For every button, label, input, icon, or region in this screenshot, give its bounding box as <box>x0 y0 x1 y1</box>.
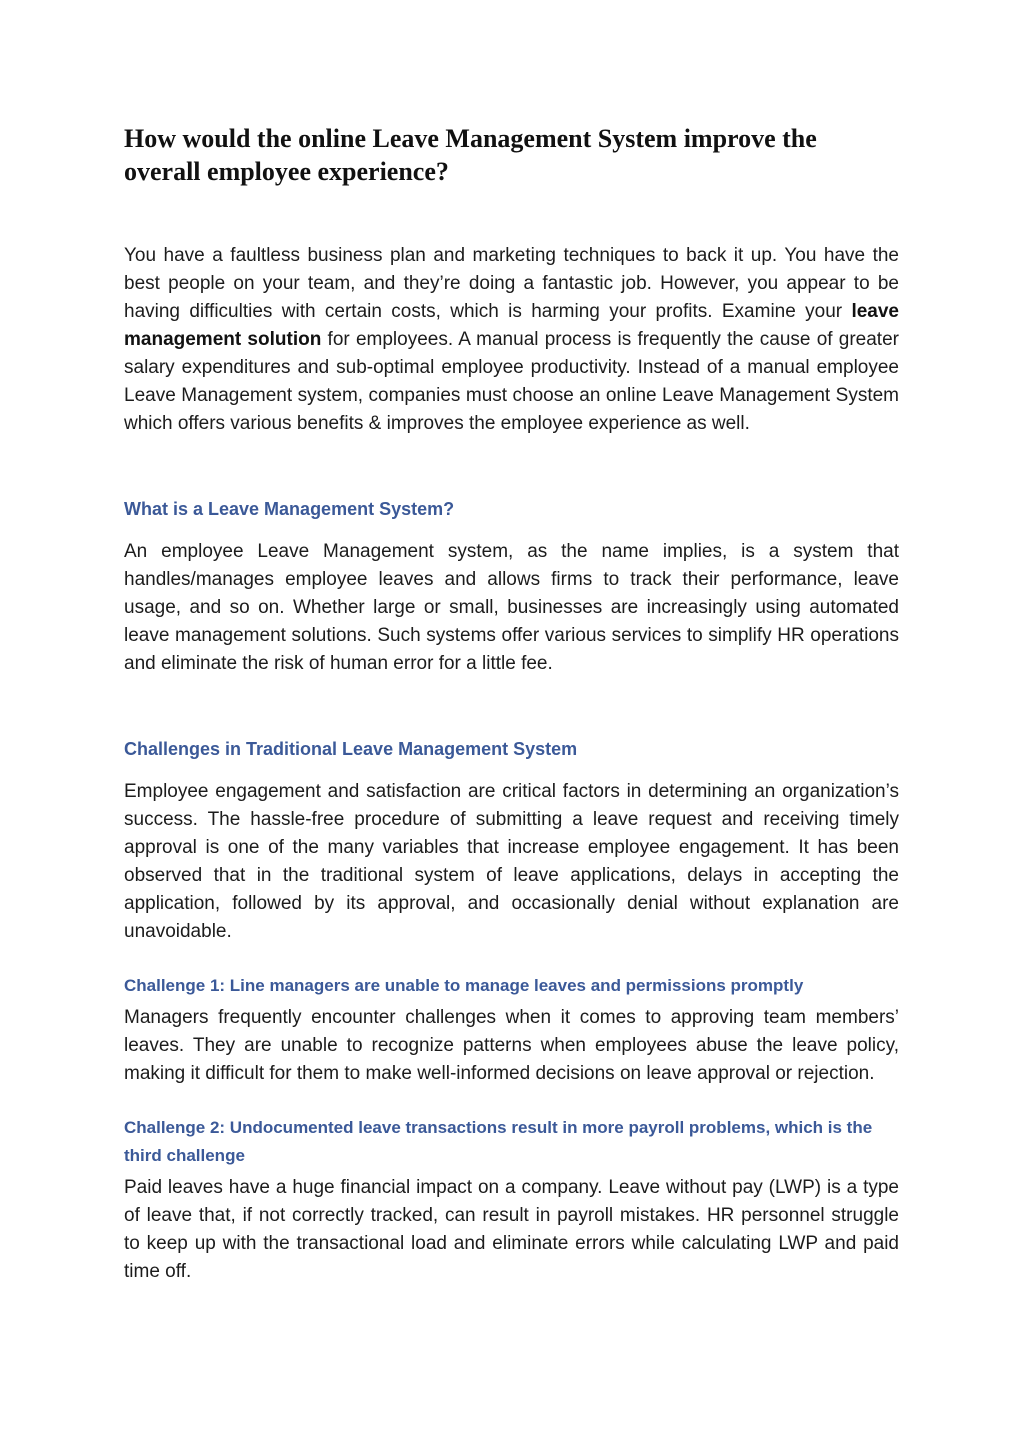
document-page <box>124 122 899 1286</box>
intro-text-start: You have a faultless business plan and marketing techniques to back it up. You have the best people on your team, and they’re doing a fantastic job. However, you appear to be having difficulties with certain costs, which is harming your profits. Examine your <box>124 245 899 322</box>
intro-text-end: for employees. A manual process is frequently the cause of greater salary expenditures and sub-optimal employee productivity. Instead of a manual employee Leave Management system, companies must choose an online Leave Management System which offers various benefits & improves the employee experience as well. <box>124 329 899 434</box>
section-body-challenges: Employee engagement and satisfaction are critical factors in determining an organization’s success. The hassle-free procedure of submitting a leave request and receiving timely approval is one of the many variables that increase employee engagement. It has been observed that in the traditional system of leave applications, delays in accepting the application, followed by its approval, and occasionally denial without explanation are unavoidable. <box>124 781 899 942</box>
challenge-1-body: Managers frequently encounter challenges when it comes to approving team members’ leaves. They are unable to recognize patterns when employees abuse the leave policy, making it difficult for them to make well-informed decisions on leave approval or rejection. <box>124 1007 899 1084</box>
intro-bold-link-text: leave management solution <box>124 301 899 350</box>
challenge-1-heading: Challenge 1: Line managers are unable to manage leaves and permissions promptly <box>124 976 804 995</box>
section-body-what-is: An employee Leave Management system, as the name implies, is a system that handles/manages employee leaves and allows firms to track their performance, leave usage, and so on. Whether large or small, businesses are increasingly using automated leave management solutions. Such systems offer various services to simplify HR operations and eliminate the risk of human error for a little fee. <box>124 541 899 674</box>
challenge-2-heading: Challenge 2: Undocumented leave transactions result in more payroll problems, which is the third challenge <box>124 1118 873 1165</box>
challenge-2-body: Paid leaves have a huge financial impact on a company. Leave without pay (LWP) is a type of leave that, if not correctly tracked, can result in payroll mistakes. HR personnel struggle to keep up with the transactional load and eliminate errors while calculating LWP and paid time off. <box>124 1177 899 1282</box>
section-heading-challenges: Challenges in Traditional Leave Management System <box>124 739 578 759</box>
section-heading-what-is: What is a Leave Management System? <box>124 499 455 519</box>
intro-paragraph <box>124 242 899 438</box>
document-title: How would the online Leave Management System improve the overall employee experience? <box>124 124 817 186</box>
